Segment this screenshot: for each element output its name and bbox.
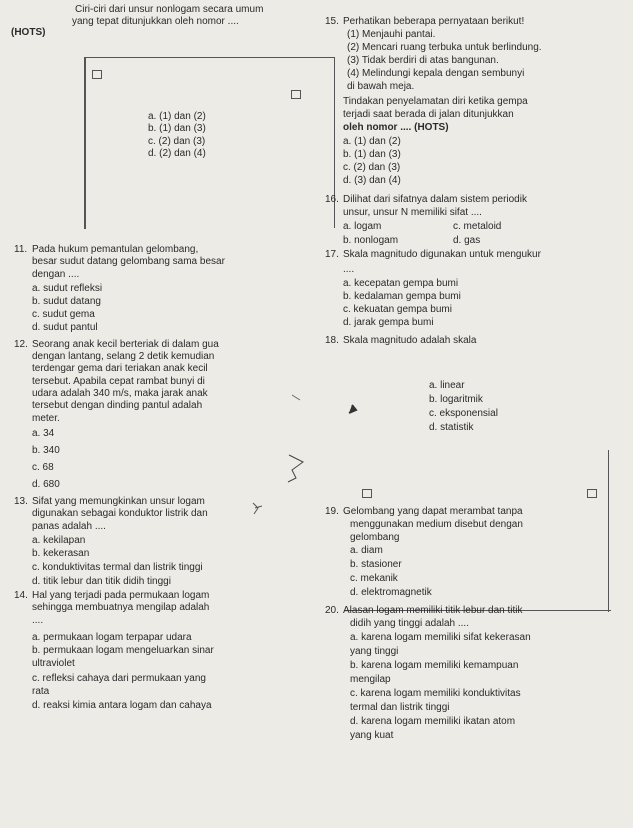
option-b: b. karena logam memiliki kemampuan (350, 660, 519, 671)
option-c-cont: rata (32, 686, 50, 697)
question-text: oleh nomor .... (HOTS) (343, 122, 449, 133)
option-d: d. (3) dan (4) (343, 175, 401, 186)
question-text: udara adalah 340 m/s, maka jarak anak (32, 388, 208, 399)
option-b: b. kekerasan (32, 548, 90, 559)
option-a: a. (1) dan (2) (343, 136, 401, 147)
question-text: sehingga membuatnya mengilap adalah (32, 602, 210, 613)
option-b-cont: ultraviolet (32, 658, 75, 669)
option-d: d. (2) dan (4) (148, 148, 206, 159)
question-number: 15. (325, 16, 339, 27)
option-d: d. statistik (429, 422, 474, 433)
question-text: unsur, unsur N memiliki sifat .... (343, 207, 482, 218)
option-d: d. 680 (32, 479, 60, 490)
option-a: a. logam (343, 221, 382, 232)
question-text: panas adalah .... (32, 521, 106, 532)
header-line-2: yang tepat ditunjukkan oleh nomor .... (72, 16, 239, 27)
option-d: d. jarak gempa bumi (343, 317, 434, 328)
option-b: b. (1) dan (3) (343, 149, 401, 160)
option-a: a. karena logam memiliki sifat kekerasan (350, 632, 531, 643)
question-text: gelombang (350, 532, 400, 543)
question-text: Sifat yang memungkinkan unsur logam (32, 496, 205, 507)
option-c: c. mekanik (350, 573, 398, 584)
question-text: dengan .... (32, 269, 80, 280)
option-c: c. kekuatan gempa bumi (343, 304, 452, 315)
option-d: d. sudut pantul (32, 322, 98, 333)
question-text: .... (343, 264, 355, 275)
question-text: digunakan sebagai konduktor listrik dan (32, 508, 208, 519)
statement: (1) Menjauhi pantai. (347, 29, 436, 40)
option-b: b. nonlogam (343, 235, 399, 246)
question-number: 13. (14, 496, 28, 507)
statement: (4) Melindungi kepala dengan sembunyi (347, 68, 525, 79)
option-d: d. reaksi kimia antara logam dan cahaya (32, 700, 212, 711)
option-d: d. titik lebur dan titik didih tinggi (32, 576, 171, 587)
option-a: a. kecepatan gempa bumi (343, 278, 459, 289)
question-number: 19. (325, 506, 339, 517)
question-text: terdengar gema dari teriakan anak kecil (32, 363, 208, 374)
question-text: meter. (32, 413, 60, 424)
question-text: .... (32, 615, 44, 626)
option-c: c. refleksi cahaya dari permukaan yang (32, 673, 206, 684)
option-a: a. (1) dan (2) (148, 111, 206, 122)
statement: (3) Tidak berdiri di atas bangunan. (347, 55, 499, 66)
option-d: d. gas (453, 235, 481, 246)
option-b-cont: mengilap (350, 674, 391, 685)
question-text: tersebut dengan dinding pantul adalah (32, 400, 203, 411)
question-text: menggunakan medium disebut dengan (350, 519, 523, 530)
question-text: Perhatikan beberapa pernyataan berikut! (343, 16, 525, 27)
question-text: didih yang tinggi adalah .... (350, 618, 469, 629)
option-b: b. logaritmik (429, 394, 483, 405)
option-b: b. stasioner (350, 559, 402, 570)
option-c: c. metaloid (453, 221, 502, 232)
question-number: 18. (325, 335, 339, 346)
option-c: c. eksponensial (429, 408, 498, 419)
option-c: c. 68 (32, 462, 54, 473)
question-text: Dilihat dari sifatnya dalam sistem periodik (343, 194, 527, 205)
question-text: terjadi saat berada di jalan ditunjukkan (343, 109, 514, 120)
option-b: b. permukaan logam mengeluarkan sinar (32, 645, 214, 656)
option-b: b. 340 (32, 445, 60, 456)
option-b: b. sudut datang (32, 296, 101, 307)
option-d: d. karena logam memiliki ikatan atom (350, 716, 516, 727)
question-text: Seorang anak kecil berteriak di dalam gua (32, 339, 219, 350)
option-a: a. 34 (32, 428, 55, 439)
option-c: c. konduktivitas termal dan listrik tinggi (32, 562, 203, 573)
option-a: a. linear (429, 380, 465, 391)
question-text: Alasan logam memiliki titik lebur dan titik (343, 605, 523, 616)
option-a: a. kekilapan (32, 535, 86, 546)
option-c: c. sudut gema (32, 309, 95, 320)
statement-cont: di bawah meja. (347, 81, 415, 92)
option-a: a. diam (350, 545, 383, 556)
question-text: Skala magnitudo adalah skala (343, 335, 477, 346)
question-text: dengan lantang, selang 2 detik kemudian (32, 351, 215, 362)
option-c: c. (2) dan (3) (148, 136, 206, 147)
question-number: 20. (325, 605, 339, 616)
question-number: 14. (14, 590, 28, 601)
header-line-1: Ciri-ciri dari unsur nonlogam secara umum (75, 4, 264, 15)
option-c: c. (2) dan (3) (343, 162, 401, 173)
option-b: b. (1) dan (3) (148, 123, 206, 134)
question-number: 17. (325, 249, 339, 260)
option-a: a. permukaan logam terpapar udara (32, 632, 192, 643)
question-text: tersebut. Apabila cepat rambat bunyi di (32, 376, 205, 387)
hots-label: (HOTS) (11, 27, 46, 38)
option-a: a. sudut refleksi (32, 283, 103, 294)
question-text: Hal yang terjadi pada permukaan logam (32, 590, 210, 601)
question-number: 12. (14, 339, 28, 350)
option-a-cont: yang tinggi (350, 646, 399, 657)
question-text: Skala magnitudo digunakan untuk mengukur (343, 249, 541, 260)
statement: (2) Mencari ruang terbuka untuk berlindung. (347, 42, 542, 53)
option-c-cont: termal dan listrik tinggi (350, 702, 450, 713)
question-text: Pada hukum pemantulan gelombang, (32, 244, 199, 255)
question-text: besar sudut datang gelombang sama besar (32, 256, 225, 267)
option-d-cont: yang kuat (350, 730, 394, 741)
question-text: Tindakan penyelamatan diri ketika gempa (343, 96, 528, 107)
option-b: b. kedalaman gempa bumi (343, 291, 461, 302)
option-d: d. elektromagnetik (350, 587, 432, 598)
question-text: Gelombang yang dapat merambat tanpa (343, 506, 523, 517)
question-number: 16. (325, 194, 339, 205)
option-c: c. karena logam memiliki konduktivitas (350, 688, 521, 699)
question-number: 11. (14, 244, 28, 255)
